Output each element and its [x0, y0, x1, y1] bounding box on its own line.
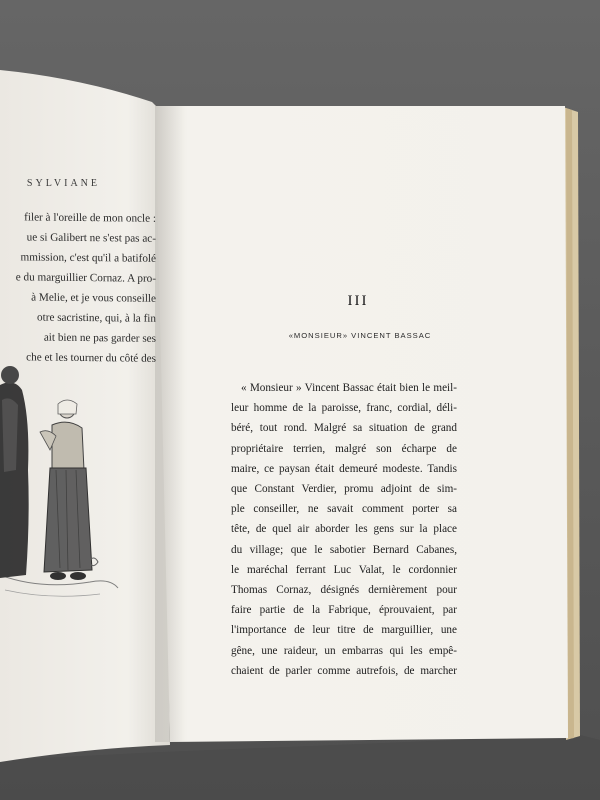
text-line: filer à l'oreille de mon oncle : — [24, 211, 156, 225]
left-page-text — [0, 207, 160, 369]
chapter-number: III — [347, 293, 369, 309]
text-line: tête, de quel air aborder les gens sur la place — [231, 523, 457, 536]
text-line: du village; que le sabotier Bernard Cabanes, — [231, 543, 457, 556]
text-line: gêne, une raideur, un embarras qui les empê- — [231, 644, 457, 657]
text-line: l'importance de leur titre de marguillier, une — [231, 624, 457, 637]
text-line: ple conseiller, ne savait comment porter sa — [231, 503, 457, 516]
text-line: le maréchal ferrant Luc Valat, le cordonnier — [231, 563, 457, 576]
text-line: à Melie, et je vous conseille — [31, 291, 156, 305]
text-line: chaient de parler comme autrefois, de marcher — [231, 664, 457, 677]
running-head: SYLVIANE — [26, 178, 100, 189]
text-line: maire, ce paysan était demeuré modeste. Tandis — [231, 462, 457, 475]
text-line: faire partie de la Fabrique, éprouvaient, par — [231, 604, 457, 617]
text-line: mmission, c'est qu'il a batifolé — [20, 251, 156, 265]
text-line: ait bien ne pas garder ses — [43, 331, 156, 345]
text-line: propriétaire terrien, malgré son écharpe de — [231, 442, 457, 455]
text-line: que Constant Verdier, promu adjoint de sim- — [231, 483, 457, 496]
right-page-text — [231, 378, 457, 681]
text-line: leur homme de la paroisse, franc, cordial, déli- — [231, 402, 457, 415]
text-line: e du marguillier Cornaz. A pro- — [15, 271, 156, 285]
text-line: « Monsieur » Vincent Bassac était bien le meil- — [241, 382, 457, 394]
text-line: Thomas Cornaz, désignés dernièrement pour — [231, 584, 457, 597]
chapter-title: «MONSIEUR» VINCENT BASSAC — [288, 331, 432, 340]
text-line: béré, tout rond. Malgré sa situation de grand — [231, 422, 457, 435]
text-line: otre sacristine, qui, à la fin — [37, 311, 156, 325]
text-line: ue si Galibert ne s'est pas ac- — [26, 231, 156, 245]
text-line: che et les tourner du côté des — [26, 351, 156, 365]
